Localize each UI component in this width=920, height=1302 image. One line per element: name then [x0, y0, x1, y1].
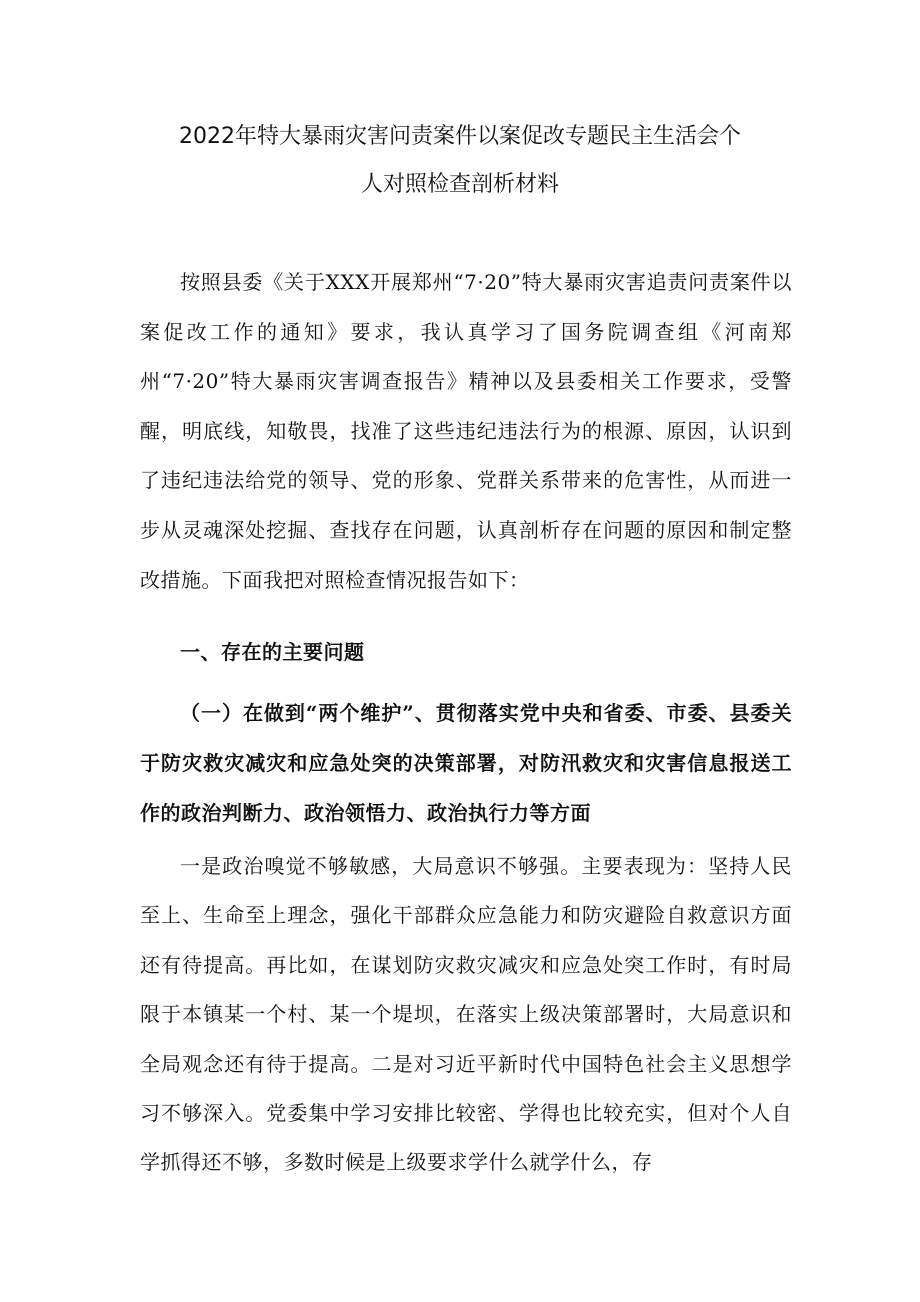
document-title-line-1: 2022年特大暴雨灾害问责案件以案促改专题民主生活会个	[179, 124, 741, 149]
section-heading: 一、存在的主要问题	[180, 640, 365, 664]
body-paragraph: 一是政治嗅觉不够敏感，大局意识不够强。主要表现为：坚持人民至上、生命至上理念，强化干部群众应急能力和防灾避险自救意识方面还有待提高。再比如，在谋划防灾救灾减灾和应急处突工作时，有时局限于本镇某一个村、某一个堤坝，在落实上级决策部署时，大局意识和全局观念还有待于提高。二是对习近平新时代中国特色社会主义思想学习不够深入。党委集中学习安排比较密、学得也比较充实，但对个人自学抓得还不够，多数时候是上级要求学什么就学什么，存	[140, 854, 792, 1175]
intro-paragraph: 按照县委《关于XXX开展郑州“7·20”特大暴雨灾害追责问责案件以案促改工作的通知》要求，我认真学习了国务院调查组《河南郑州“7·20”特大暴雨灾害调查报告》精神以及县委相关工作要求，受警醒，明底线，知敬畏，找准了这些违纪违法行为的根源、原因，认识到了违纪违法给党的领导、党的形象、党群关系带来的危害性，从而进一步从灵魂深处挖掘、查找存在问题，认真剖析存在问题的原因和制定整改措施。下面我把对照检查情况报告如下：	[140, 270, 792, 592]
subsection-heading: （一）在做到“两个维护”、贯彻落实党中央和省委、市委、县委关于防灾救灾减灾和应急处突的决策部署，对防汛救灾和灾害信息报送工作的政治判断力、政治领悟力、政治执行力等方面	[140, 701, 792, 825]
document-title-line-2: 人对照检查剖析材料	[360, 172, 559, 197]
